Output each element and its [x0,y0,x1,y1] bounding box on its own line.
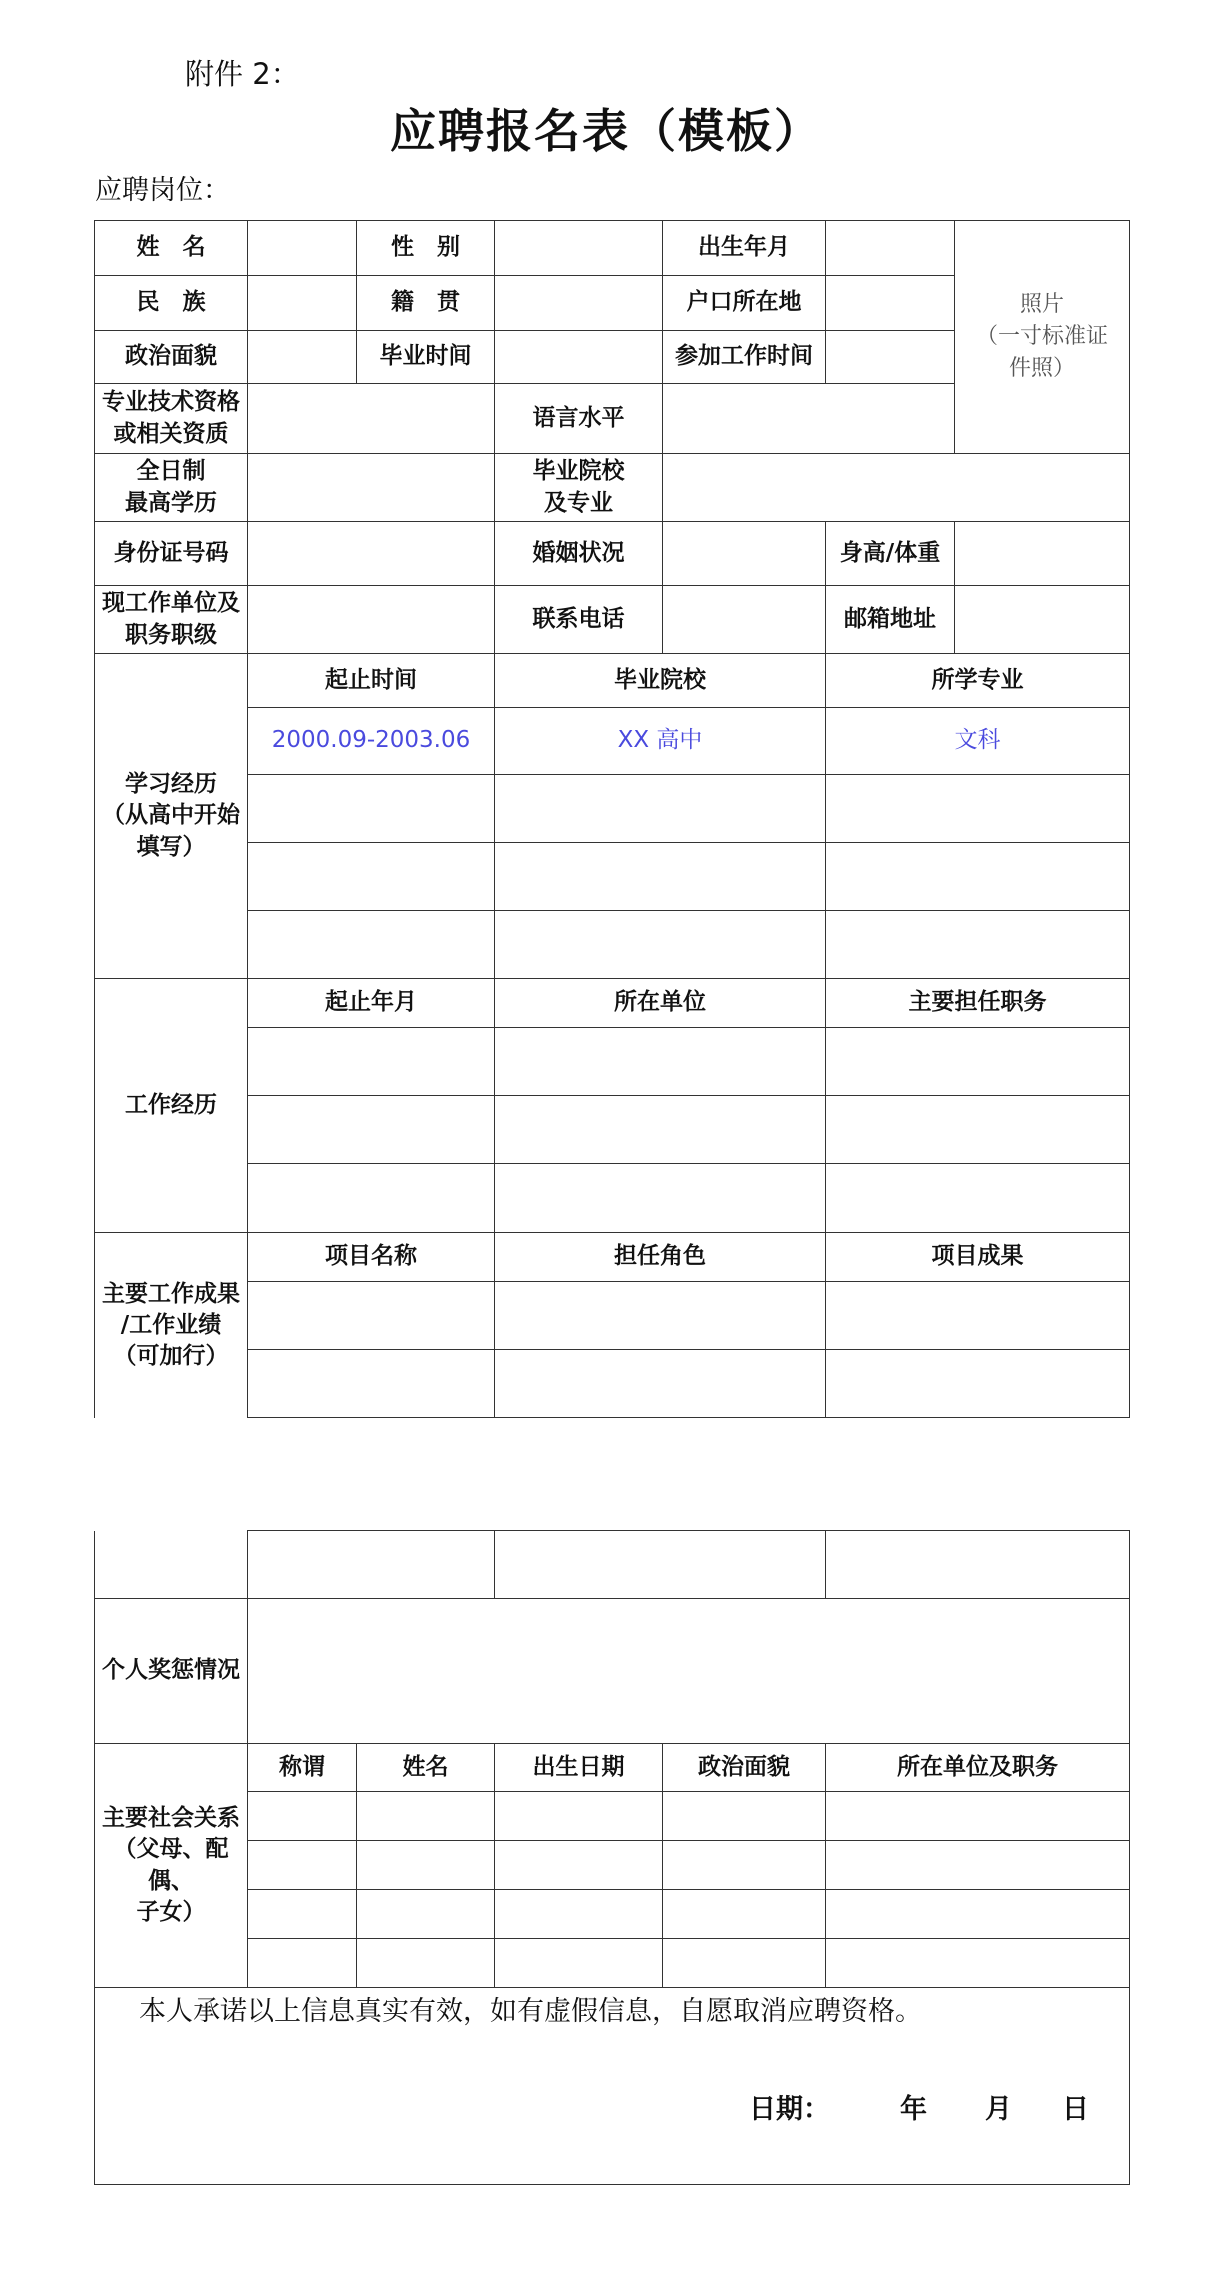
qualification-label [95,384,248,454]
work-label: 工作经历 [95,979,248,1233]
gender-field[interactable] [495,221,663,276]
photo-box[interactable] [955,221,1130,454]
family-col-relation: 称谓 [248,1744,357,1792]
family-relation-field[interactable] [248,1939,357,1988]
position-label: 应聘岗位： [95,175,230,206]
education-example-major[interactable]: 文科 [826,708,1130,775]
family-label-3: 子女） [136,1898,206,1925]
work-time-field[interactable] [248,1164,495,1233]
phone-label: 联系电话 [495,586,663,654]
education-col-time: 起止时间 [248,654,495,708]
application-form-page2 [94,1530,1130,2185]
education-school-field[interactable] [495,843,826,911]
date-year: 年 [900,2094,927,2126]
work-unit-field[interactable] [495,1164,826,1233]
achievement-role-field[interactable] [495,1350,826,1418]
family-political-field[interactable] [663,1792,826,1841]
education-row [95,911,1130,979]
family-relation-field[interactable] [248,1792,357,1841]
achievements-label [95,1233,248,1418]
family-col-unit: 所在单位及职务 [826,1744,1130,1792]
declaration-date [95,2030,1129,2128]
education-time-field[interactable] [248,775,495,843]
height-weight-label: 身高/体重 [826,522,955,586]
work-duty-field[interactable] [826,1096,1130,1164]
grad-school-field[interactable] [663,454,1130,522]
work-row [95,1164,1130,1233]
education-col-major: 所学专业 [826,654,1130,708]
photo-hint-2: 件照） [1008,355,1075,381]
achievements-row [95,1282,1130,1350]
current-unit-field[interactable] [248,586,495,654]
education-col-school: 毕业院校 [495,654,826,708]
political-field[interactable] [248,331,357,384]
family-political-field[interactable] [663,1939,826,1988]
work-col-duty: 主要担任职务 [826,979,1130,1028]
education-row [95,843,1130,911]
name-field[interactable] [248,221,357,276]
achievements-label-3: （可加行） [113,1342,229,1369]
hukou-label: 户口所在地 [663,276,826,331]
declaration-box [95,1988,1130,2185]
family-name-field[interactable] [357,1890,495,1939]
family-political-field[interactable] [663,1890,826,1939]
date-month: 月 [985,2094,1012,2126]
family-birth-field[interactable] [495,1890,663,1939]
graduation-time-label: 毕业时间 [357,331,495,384]
education-example-time[interactable]: 2000.09-2003.06 [248,708,495,775]
education-major-field[interactable] [826,843,1130,911]
graduation-time-field[interactable] [495,331,663,384]
fulltime-edu-field[interactable] [248,454,495,522]
date-day: 日 [1062,2094,1089,2126]
ethnicity-label: 民 族 [95,276,248,331]
education-time-field[interactable] [248,911,495,979]
education-school-field[interactable] [495,775,826,843]
native-place-field[interactable] [495,276,663,331]
education-label-2: （从高中开始 [102,802,240,829]
work-duty-field[interactable] [826,1028,1130,1096]
id-number-field[interactable] [248,522,495,586]
education-label-3: 填写） [136,833,206,860]
current-unit-label-2: 职务职级 [125,621,217,648]
family-unit-field[interactable] [826,1890,1130,1939]
language-label: 语言水平 [495,384,663,454]
gender-label: 性 别 [357,221,495,276]
grad-school-label-1: 毕业院校 [532,458,625,485]
education-school-field[interactable] [495,911,826,979]
grad-school-label-2: 及专业 [544,489,613,516]
name-label: 姓 名 [95,221,248,276]
family-name-field[interactable] [357,1939,495,1988]
achievements-label-1: 主要工作成果 [102,1280,240,1307]
work-start-label: 参加工作时间 [663,331,826,384]
family-label [95,1744,248,1988]
work-col-time: 起止年月 [248,979,495,1028]
education-example-school[interactable]: XX 高中 [495,708,826,775]
achievements-row [95,1350,1130,1418]
family-col-birth: 出生日期 [495,1744,663,1792]
work-row [95,1096,1130,1164]
photo-hint-1: （一寸标准证 [975,324,1108,350]
achievement-result-field[interactable] [826,1282,1130,1350]
achievement-role-field[interactable] [495,1282,826,1350]
fulltime-edu-label-1: 全日制 [136,458,206,485]
declaration-text: 本人承诺以上信息真实有效，如有虚假信息，自愿取消应聘资格。 [139,1996,922,2027]
achievement-name-field[interactable] [248,1282,495,1350]
family-col-name: 姓名 [357,1744,495,1792]
family-row [95,1792,1130,1841]
awards-label: 个人奖惩情况 [95,1599,248,1744]
family-political-field[interactable] [663,1841,826,1890]
fulltime-edu-label-2: 最高学历 [125,489,217,516]
marital-label: 婚姻状况 [495,522,663,586]
achievements-col-role: 担任角色 [495,1233,826,1282]
family-label-1: 主要社会关系 [102,1805,240,1832]
application-form-page1 [94,220,1130,1418]
phone-field[interactable] [663,586,826,654]
family-relation-field[interactable] [248,1890,357,1939]
ethnicity-field[interactable] [248,276,357,331]
education-major-field[interactable] [826,775,1130,843]
family-birth-field[interactable] [495,1939,663,1988]
work-unit-field[interactable] [495,1096,826,1164]
family-birth-field[interactable] [495,1792,663,1841]
family-name-field[interactable] [357,1841,495,1890]
qualification-field[interactable] [248,384,495,454]
achievement-result-field[interactable] [826,1531,1130,1599]
education-label [95,654,248,979]
native-place-label: 籍 贯 [357,276,495,331]
work-unit-field[interactable] [495,1028,826,1096]
family-col-political: 政治面貌 [663,1744,826,1792]
work-start-field[interactable] [826,331,955,384]
email-label: 邮箱地址 [826,586,955,654]
form-title: 应聘报名表（模板） [390,104,822,158]
attachment-label: 附件 2： [185,57,300,91]
date-label: 日期： [749,2094,830,2126]
family-birth-field[interactable] [495,1841,663,1890]
id-number-label: 身份证号码 [95,522,248,586]
family-row [95,1939,1130,1988]
education-time-field[interactable] [248,843,495,911]
current-unit-label-1: 现工作单位及 [102,590,240,617]
work-duty-field[interactable] [826,1164,1130,1233]
achievement-name-field[interactable] [248,1531,495,1599]
family-row [95,1890,1130,1939]
education-major-field[interactable] [826,911,1130,979]
birth-label: 出生年月 [663,221,826,276]
family-row [95,1841,1130,1890]
current-unit-label [95,586,248,654]
political-label: 政治面貌 [95,331,248,384]
work-col-unit: 所在单位 [495,979,826,1028]
awards-field[interactable] [248,1599,1130,1744]
achievements-row [95,1531,1130,1599]
work-row [95,1028,1130,1096]
education-label-1: 学习经历 [125,771,217,798]
grad-school-label [495,454,663,522]
achievement-result-field[interactable] [826,1350,1130,1418]
qualification-label-1: 专业技术资格 [102,389,240,416]
language-field[interactable] [663,384,955,454]
hukou-field[interactable] [826,276,955,331]
birth-field[interactable] [826,221,955,276]
achievements-label-2: /工作业绩 [120,1311,222,1338]
family-unit-field[interactable] [826,1841,1130,1890]
work-time-field[interactable] [248,1096,495,1164]
education-row [95,775,1130,843]
achievement-name-field[interactable] [248,1350,495,1418]
achievements-col-name: 项目名称 [248,1233,495,1282]
fulltime-edu-label [95,454,248,522]
marital-field[interactable] [663,522,826,586]
qualification-label-2: 或相关资质 [113,420,229,447]
family-relation-field[interactable] [248,1841,357,1890]
work-time-field[interactable] [248,1028,495,1096]
height-weight-field[interactable] [955,522,1130,586]
family-name-field[interactable] [357,1792,495,1841]
achievements-label-continued [95,1531,248,1599]
photo-label: 照片 [1019,292,1064,318]
achievement-role-field[interactable] [495,1531,826,1599]
family-unit-field[interactable] [826,1939,1130,1988]
family-label-2: （父母、配偶、 [113,1836,229,1894]
email-field[interactable] [955,586,1130,654]
family-unit-field[interactable] [826,1792,1130,1841]
achievements-col-result: 项目成果 [826,1233,1130,1282]
